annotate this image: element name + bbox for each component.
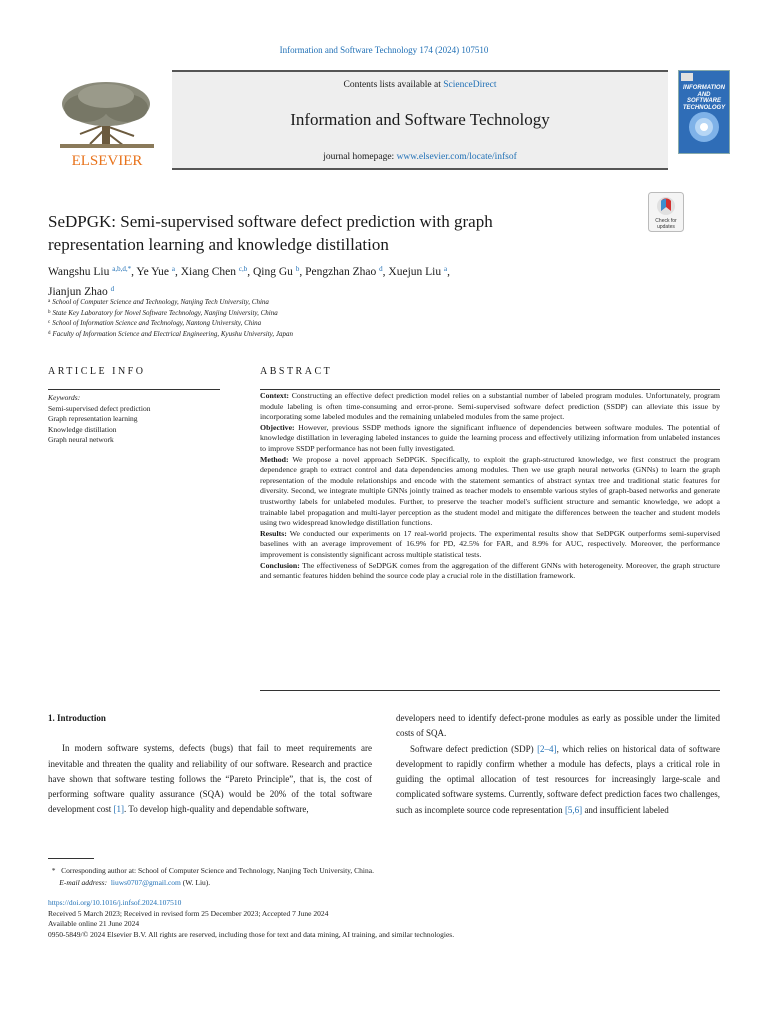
corresponding-author-note: * Corresponding author at: School of Computer Science and Technology, Nanjing Tech University, China.: [51, 866, 374, 875]
affiliation: $^d$ Faculty of Information Science and Electrical Engineering, Kyushu University, Japan: [48, 329, 293, 338]
author[interactable]: Qing Gu $^b$: [253, 265, 300, 278]
keywords-label: Keywords:: [48, 393, 81, 402]
keyword: Graph neural network: [48, 435, 114, 445]
author[interactable]: Pengzhan Zhao $^d$: [305, 265, 383, 278]
contents-prefix: Contents lists available at: [343, 80, 441, 90]
journal-header-box: [172, 70, 668, 170]
homepage-link[interactable]: www.elsevier.com/locate/infsof: [396, 152, 517, 162]
keyword: Knowledge distillation: [48, 424, 117, 434]
intro-paragraph-1-cont: developers need to identify defect-prone modules as early as possible under the limited costs of SQA.: [396, 713, 720, 739]
crossmark-label-line1: Check for: [655, 218, 677, 224]
body-column-left: [48, 711, 372, 818]
intro-paragraph-1: In modern software systems, defects (bugs) that fail to meet requirements are inevitable and threaten the quality and reliability of our software. Research and practice have shown that software testing follows the “Pareto Principle”, that is, the cost of performing software quality assurance (SQA) would be 20% of the total software development cost [1]. To develop high-quality and dependable software,: [48, 743, 372, 815]
publisher-wordmark: ELSEVIER: [71, 153, 143, 169]
cover-graphic-icon: [679, 71, 729, 153]
body-column-right: [396, 711, 720, 818]
abstract-results: Results: We conducted our experiments on 17 real-world projects. The experimental results show that SeDPGK outperforms semi-supervised baselines with an average improvement of 16.9% for PD, 42.5% for FAR, and 8.9% for AUC, respectively. Moreover, the performance improvement is consistently significant across multiple statistical tests.: [260, 528, 720, 559]
abstract-method: Method: We propose a novel approach SeDPGK. Specifically, to exploit the graph-structured knowledge, we first construct the program dependence graph to extract control and data dependencies among modules. Then we use graph neural networks (GNNs) to learn the graph representation of the module relationships and encode with the statement semantics of abstract syntax tree and traditional static features for diversity. Second, we integrate multiple GNNs jointly trained as teacher models to ensemble various styles of graph-based networks and generate trustworthy labels for unlabeled modules. Further, to preserve the teacher model's sufficient structure and semantic knowledge, we adopt a trainable label propagation and multi-layer perception as the student model and mitigate the differences between the teacher and student models using two widespread knowledge distillation functions.: [260, 454, 720, 528]
abstract-body: [260, 391, 720, 582]
abstract-bottom-rule: [260, 690, 720, 691]
elsevier-tree-icon: [50, 78, 164, 170]
keyword: Semi-supervised defect prediction: [48, 403, 151, 413]
article-info-heading: ARTICLE INFO: [48, 366, 146, 377]
citation-link[interactable]: [2–4]: [537, 743, 557, 754]
author[interactable]: Jianjun Zhao $^d$: [48, 285, 115, 298]
available-online-date: Available online 21 June 2024: [48, 919, 140, 928]
author[interactable]: Xiang Chen $^{c,b}$: [180, 265, 248, 278]
keywords-block: [48, 393, 248, 446]
section-heading-introduction: 1. Introduction: [48, 713, 106, 723]
abstract-conclusion: Conclusion: The effectiveness of SeDPGK comes from the aggregation of the different GNNs with heterogeneity. Moreover, the graph structure and semantic features hidden behind the source code play a crucial role in the distillation framework.: [260, 560, 720, 581]
journal-masthead: [40, 70, 728, 170]
abstract-objective: Objective: However, previous SSDP methods ignore the significant influence of dependencies between software modules. The potential of knowledge distillation in leveraging labeled instances to guide the learning process and effectively utilizing information from unlabeled instances to improve SSDP performance has not been fully investigated.: [260, 422, 720, 453]
affiliation-list: [48, 297, 648, 339]
citation-link[interactable]: [1]: [113, 804, 124, 815]
journal-citation-header[interactable]: Information and Software Technology 174 (2024) 107510: [279, 45, 489, 55]
author[interactable]: Xuejun Liu $^a$: [388, 265, 448, 278]
journal-title: Information and Software Technology: [290, 110, 550, 129]
homepage-prefix: journal homepage:: [323, 152, 395, 162]
doi-link[interactable]: https://doi.org/10.1016/j.infsof.2024.107510: [48, 898, 182, 907]
copyright-notice: 0950-5849/© 2024 Elsevier B.V. All rights are reserved, including those for text and data mining, AI training, and similar technologies.: [48, 929, 455, 939]
article-title-line1: SeDPGK: Semi-supervised software defect prediction with graph: [48, 212, 493, 231]
keyword: Graph representation learning: [48, 414, 138, 424]
journal-homepage: [172, 152, 668, 162]
footnote-rule: [48, 858, 94, 859]
check-for-updates-badge[interactable]: [648, 192, 684, 232]
contents-availability: [172, 80, 668, 90]
author[interactable]: Wangshu Liu $^{a,b,d,*}$: [48, 265, 132, 278]
affiliation: $^a$ School of Computer Science and Technology, Nanjing Tech University, China: [48, 298, 269, 306]
cover-title: INFORMATION AND SOFTWARE TECHNOLOGY: [682, 85, 726, 111]
article-metadata: [48, 898, 738, 940]
abstract-heading: ABSTRACT: [260, 366, 333, 377]
abstract-rule: [260, 389, 720, 390]
citation-link[interactable]: [5,6]: [564, 804, 583, 815]
spacer: [48, 726, 372, 741]
article-title: [48, 210, 638, 256]
author[interactable]: Ye Yue $^a$: [136, 265, 175, 278]
abstract-context: Context: Constructing an effective defect prediction model relies on a substantial number of labeled program modules. Unfortunately, program module labeling is often time-consuming and error-prone. Semi-supervised software defect prediction (SSDP) can alleviate this issue by incorporating some labeled modules and the remaining unlabeled modules from the same project.: [260, 391, 720, 422]
journal-cover-thumbnail[interactable]: [678, 70, 730, 154]
elsevier-logo: [50, 78, 164, 170]
crossmark-label-line2: updates: [657, 224, 675, 230]
intro-paragraph-2: Software defect prediction (SDP) [2–4], which relies on historical data of software development to rapidly confirm whether a module has defects, plays a critical role in guiding the optimal allocation of test resources for increasingly large-scale and complicated software systems. Currently, software defect prediction faces two challenges, such as incomplete source code representation [5,6] and insufficient labeled: [396, 743, 721, 815]
affiliation: $^b$ State Key Laboratory for Novel Software Technology, Nanjing University, China: [48, 308, 278, 317]
article-info-rule: [48, 389, 220, 390]
article-title-line2: representation learning and knowledge distillation: [48, 235, 389, 254]
sciencedirect-link[interactable]: ScienceDirect: [443, 80, 497, 90]
crossmark-icon: [648, 192, 684, 232]
email-note: E-mail address: liuws0707@gmail.com (W. Liu).: [59, 877, 211, 887]
author-list: Wangshu Liu $^{a,b,d,*}$, Ye Yue $^a$, Xiang Chen $^{c,b}$, Qing Gu $^b$, Pengzhan Zhao $^d$, Xuejun Liu $^a$, Jianjun Zhao $^d$: [48, 265, 450, 298]
email-link[interactable]: liuws0707@gmail.com: [110, 877, 181, 887]
footnotes: [48, 865, 728, 888]
received-dates: Received 5 March 2023; Received in revised form 25 December 2023; Accepted 7 June 2024: [48, 908, 329, 918]
affiliation: $^c$ School of Information Science and Technology, Nantong University, China: [48, 319, 262, 328]
